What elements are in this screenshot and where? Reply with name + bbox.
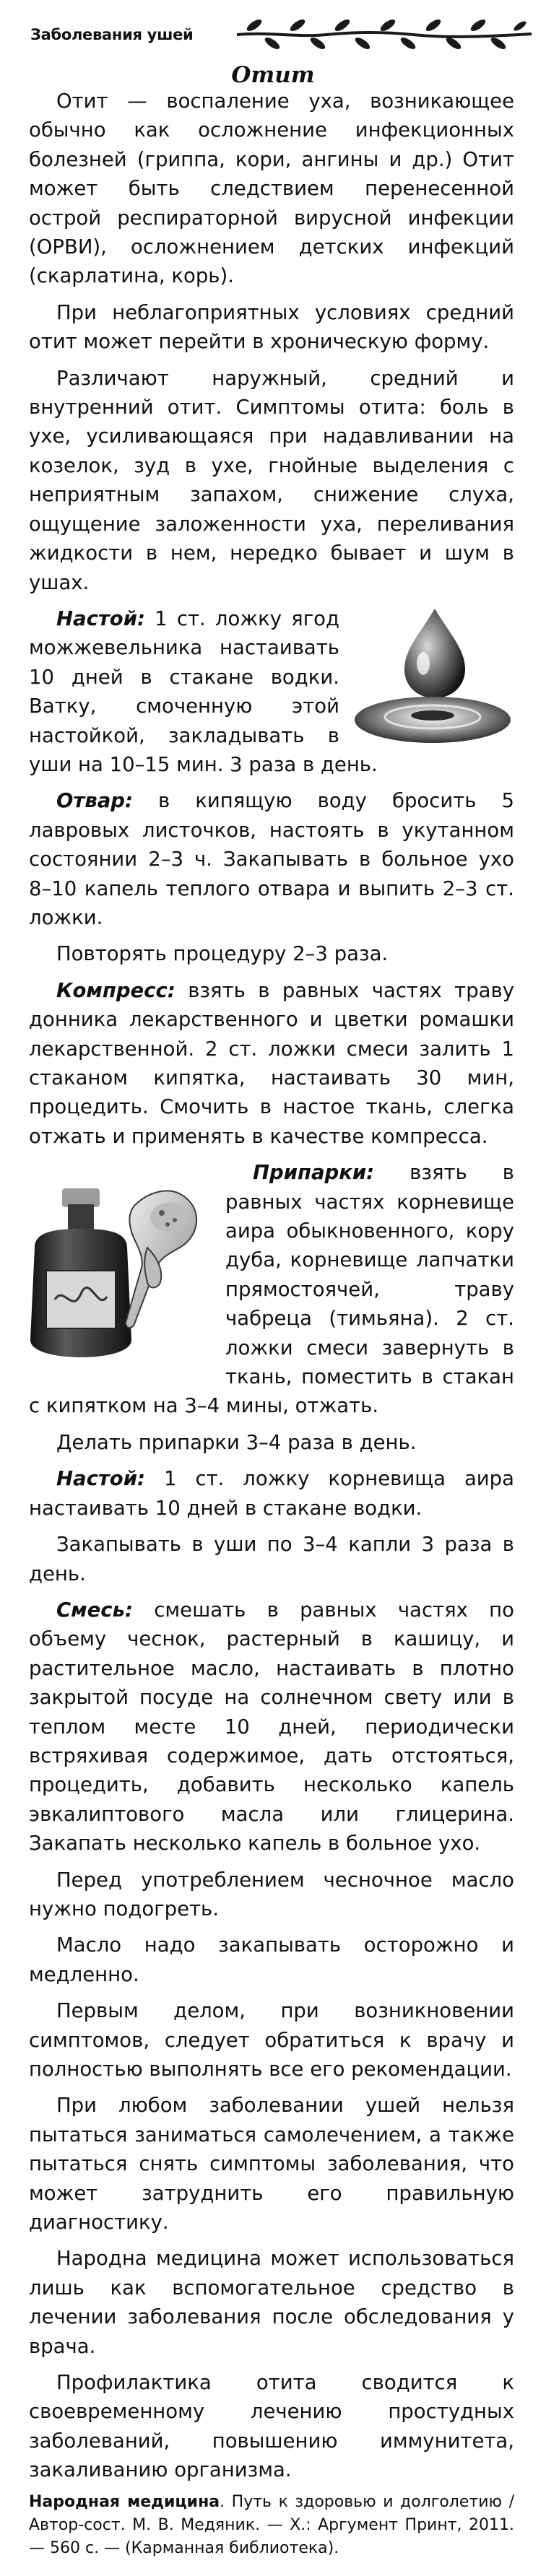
paragraph: Перед употреблением чесночное масло нужно подогреть.: [29, 1868, 514, 1920]
paragraph: Профилактика отита сводится к своевременному лечению простудных заболеваний, повышению иммунитета, закаливанию организма.: [29, 2371, 514, 2482]
paragraph: Первым делом, при возникновении симптомов, следует обратиться к врачу и полностью выполнять все его рекомендации.: [29, 1999, 514, 2081]
paragraph: Масло надо закапывать осторожно и медленно.: [29, 1933, 514, 1986]
recipe-label: Настой:: [56, 1467, 145, 1491]
paragraph: Делать припарки 3–4 раза в день.: [56, 1430, 417, 1454]
recipe-label: Отвар:: [56, 789, 133, 813]
paragraph: Повторять процедуру 2–3 раза.: [56, 942, 389, 966]
paragraph: в кипящую воду бросить 5 лавровых листочков, настоять в укутанном состоянии 2–3 ч. Закапывать в больное ухо 8–10 капель теплого отвара и выпить 2–3 ст. ложки.: [29, 789, 514, 929]
citation-details: . Путь к здоровью и долголетию / Автор-сост. М. В. Медяник. — Х.: Аргумент Принт, 2011. — 560 с. — (Карманная библиотека).: [29, 2493, 514, 2557]
section-name: Заболевания ушей: [30, 26, 194, 43]
citation-book-title: Народная медицина: [29, 2493, 220, 2511]
recipe-label: Настой:: [56, 606, 145, 630]
paragraph: 1 ст. ложку ягод можжевельника настаивать 10 дней в стакане водки. Ватку, смоченную этой настойкой, закладывать в уши на 10–15 мин. 3 раза в день.: [29, 606, 378, 776]
article-title: Отит: [231, 62, 315, 88]
paragraph: При любом заболевании ушей нельзя пытаться заниматься самолечением, а также пытаться снять симптомы заболевания, что может затруднить его правильную диагностику.: [29, 2094, 514, 2235]
paragraph: Закапывать в уши по 3–4 капли 3 раза в день.: [29, 1533, 514, 1585]
paragraph: При неблагоприятных условиях средний отит может перейти в хроническую форму.: [29, 300, 514, 354]
paragraph: Народна медицина может использоваться лишь как вспомогательное средство в лечении заболевания после обследования у врача.: [29, 2247, 514, 2358]
bottle-with-spoon-icon: [26, 1162, 214, 1363]
paragraph: смешать в равных частях по объему чеснок, растерный в кашицу, и растительное масло, настаивать в плотно закрытой посуде на солнечном свету или в теплом месте 10 дней, периодически встряхивая содержимое, дать отстояться, процедить, добавить несколько капель эвкалиптового масла или глицерина. Закапать несколько капель в больное ухо.: [29, 1598, 514, 1855]
vine-ornament-icon: [233, 16, 536, 51]
paragraph: Отит — воспаление уха, возникающее обычно как осложнение инфекционных болезней (гриппа, кори, ангины и др.) Отит может быть следствием перенесенной острой респираторной вирусной инфекции (ОРВИ), осложнением детских инфекций (скарлатина, корь).: [29, 90, 514, 288]
recipe-label: Припарки:: [253, 1161, 375, 1185]
paragraph: 1 ст. ложку корневища аира настаивать 10 дней в стакане водки.: [29, 1467, 514, 1520]
paragraph: Различают наружный, средний и внутренний отит. Симптомы отита: боль в ухе, усиливающаяся при надавливании на козелок, зуд в ухе, гнойные выделения с неприятным запахом, снижение слуха, ощущение заложенности уха, переливания жидкости в нем, нередко бывает и шум в ушах.: [29, 366, 514, 594]
paragraph: взять в равных частях корневище аира обыкновенного, кору дуба, корневище лапчатки прямостоячей, траву чабреца (тимьяна). 2 ст. ложки смеси завернуть в ткань, поместить в стакан с кипятком на 3–4 мины, отжать.: [29, 1161, 514, 1418]
article-body: [29, 87, 514, 2492]
recipe-label: Смесь:: [56, 1598, 133, 1622]
source-citation: [29, 2491, 514, 2560]
paragraph: взять в равных частях траву донника лекарственного и цветки ромашки лекарственной. 2 ст. ложки смеси залить 1 стаканом кипятка, настаивать 30 мин, процедить. Смочить в настое ткань, слегка отжать и применять в качестве компресса.: [29, 978, 514, 1148]
page-header: [22, 16, 527, 51]
water-drop-icon: [351, 604, 514, 746]
recipe-label: Компресс:: [56, 978, 176, 1002]
